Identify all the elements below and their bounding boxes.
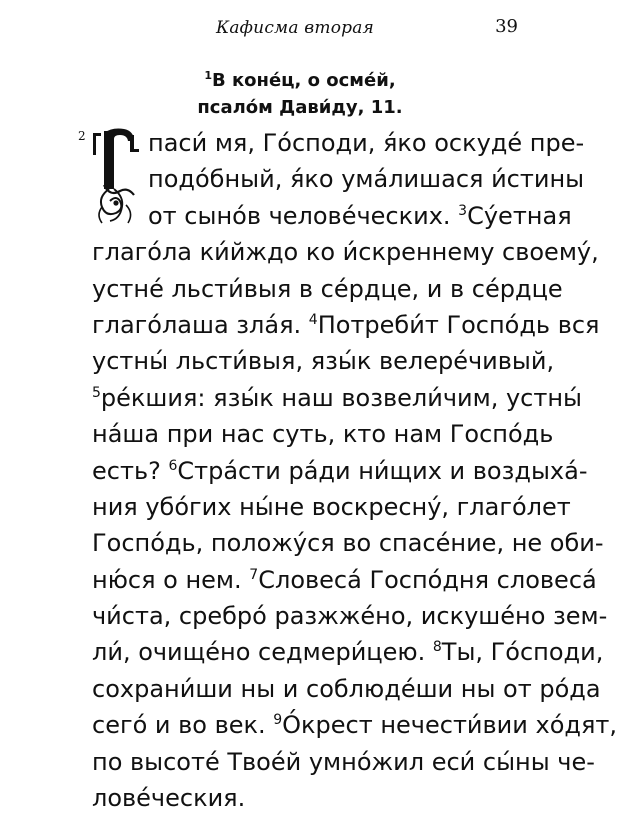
- text-segment: сего́ и во век.: [92, 711, 274, 740]
- psalm-heading-line-2: псало́м Дави́ду, 11.: [197, 97, 403, 118]
- text-line: [92, 343, 555, 379]
- text-line: [92, 198, 572, 234]
- psalm-heading-verse-number: 1: [204, 69, 212, 82]
- verse-number: 7: [249, 566, 259, 583]
- text-segment: сохрани́ши ны и соблюде́ши ны от ро́да: [92, 674, 601, 703]
- text-line: [92, 125, 585, 161]
- text-line: [92, 562, 597, 598]
- text-segment: глаго́лаша зла́я.: [92, 310, 309, 339]
- text-line: [92, 634, 604, 670]
- page-number: 39: [495, 16, 518, 37]
- text-segment: ре́кшия: язы́к наш возвели́чим, устны́: [100, 383, 582, 412]
- psalm-heading-line-1-text: В коне́ц, о осме́й,: [211, 70, 396, 91]
- text-line: [92, 271, 563, 307]
- text-line: [92, 671, 601, 707]
- text-segment: ню́ся о нем.: [92, 565, 250, 594]
- text-segment: ли́, очище́но седмери́цею.: [92, 638, 433, 667]
- text-line: [92, 598, 608, 634]
- text-segment: паси́ мя, Го́споди, я́ко оскуде́ пре-: [148, 129, 585, 157]
- psalm-heading: [80, 62, 520, 121]
- text-segment: по высоте́ Твое́й умно́жил еси́ сы́ны че-: [92, 747, 595, 776]
- psalm-heading-line-1: [80, 62, 520, 94]
- text-segment: Госпо́дь, положу́ся во спасе́ние, не оби-: [92, 529, 604, 558]
- text-line: [92, 307, 600, 343]
- text-segment: чи́ста, сребро́ разжже́но, искуше́но зем-: [92, 602, 608, 631]
- text-segment: ния убо́гих ны́не воскресну́, глаго́лет: [92, 492, 571, 521]
- verse-number: 9: [273, 712, 283, 729]
- text-line: [92, 380, 582, 416]
- text-segment: Потреби́т Госпо́дь вся: [317, 310, 600, 339]
- text-segment: Су́етная: [467, 201, 572, 230]
- verse-number: 4: [308, 311, 318, 328]
- text-segment: есть?: [92, 456, 169, 485]
- text-segment: устне́ льсти́выя в се́рдце, и в се́рдце: [92, 274, 563, 303]
- text-segment: Ты, Го́споди,: [441, 638, 604, 667]
- text-segment: лове́ческия.: [92, 784, 246, 813]
- text-line: [92, 707, 617, 743]
- text-segment: О́крест нечести́вии хо́дят,: [282, 711, 617, 740]
- text-segment: глаго́ла ки́йждо ко и́скреннему своему́,: [92, 238, 599, 267]
- text-line: [92, 489, 571, 525]
- verse-number: 5: [92, 384, 101, 401]
- text-line: [92, 234, 599, 270]
- text-line: [92, 416, 554, 452]
- text-line: [92, 161, 585, 197]
- psalm-text: [92, 125, 617, 816]
- text-segment: от сыно́в челове́ческих.: [148, 201, 459, 230]
- text-line: [92, 780, 532, 816]
- verse-number: 3: [458, 202, 468, 219]
- verse-number: 6: [168, 457, 178, 474]
- text-segment: Стра́сти ра́ди ни́щих и воздыха́-: [177, 456, 588, 485]
- text-segment: Словеса́ Госпо́дня словеса́: [258, 565, 597, 594]
- verse-number: 8: [432, 639, 442, 656]
- text-line: [92, 744, 595, 780]
- running-title: Кафисма вторая: [215, 18, 375, 38]
- text-segment: на́ша при нас суть, кто нам Госпо́дь: [92, 420, 554, 449]
- text-line: [92, 453, 588, 489]
- text-segment: подо́бный, я́ко ума́лишася и́стины: [148, 165, 585, 194]
- text-line: [92, 525, 604, 561]
- verse-number-2: 2: [78, 129, 86, 143]
- text-segment: устны́ льсти́выя, язы́к велере́чивый,: [92, 347, 555, 376]
